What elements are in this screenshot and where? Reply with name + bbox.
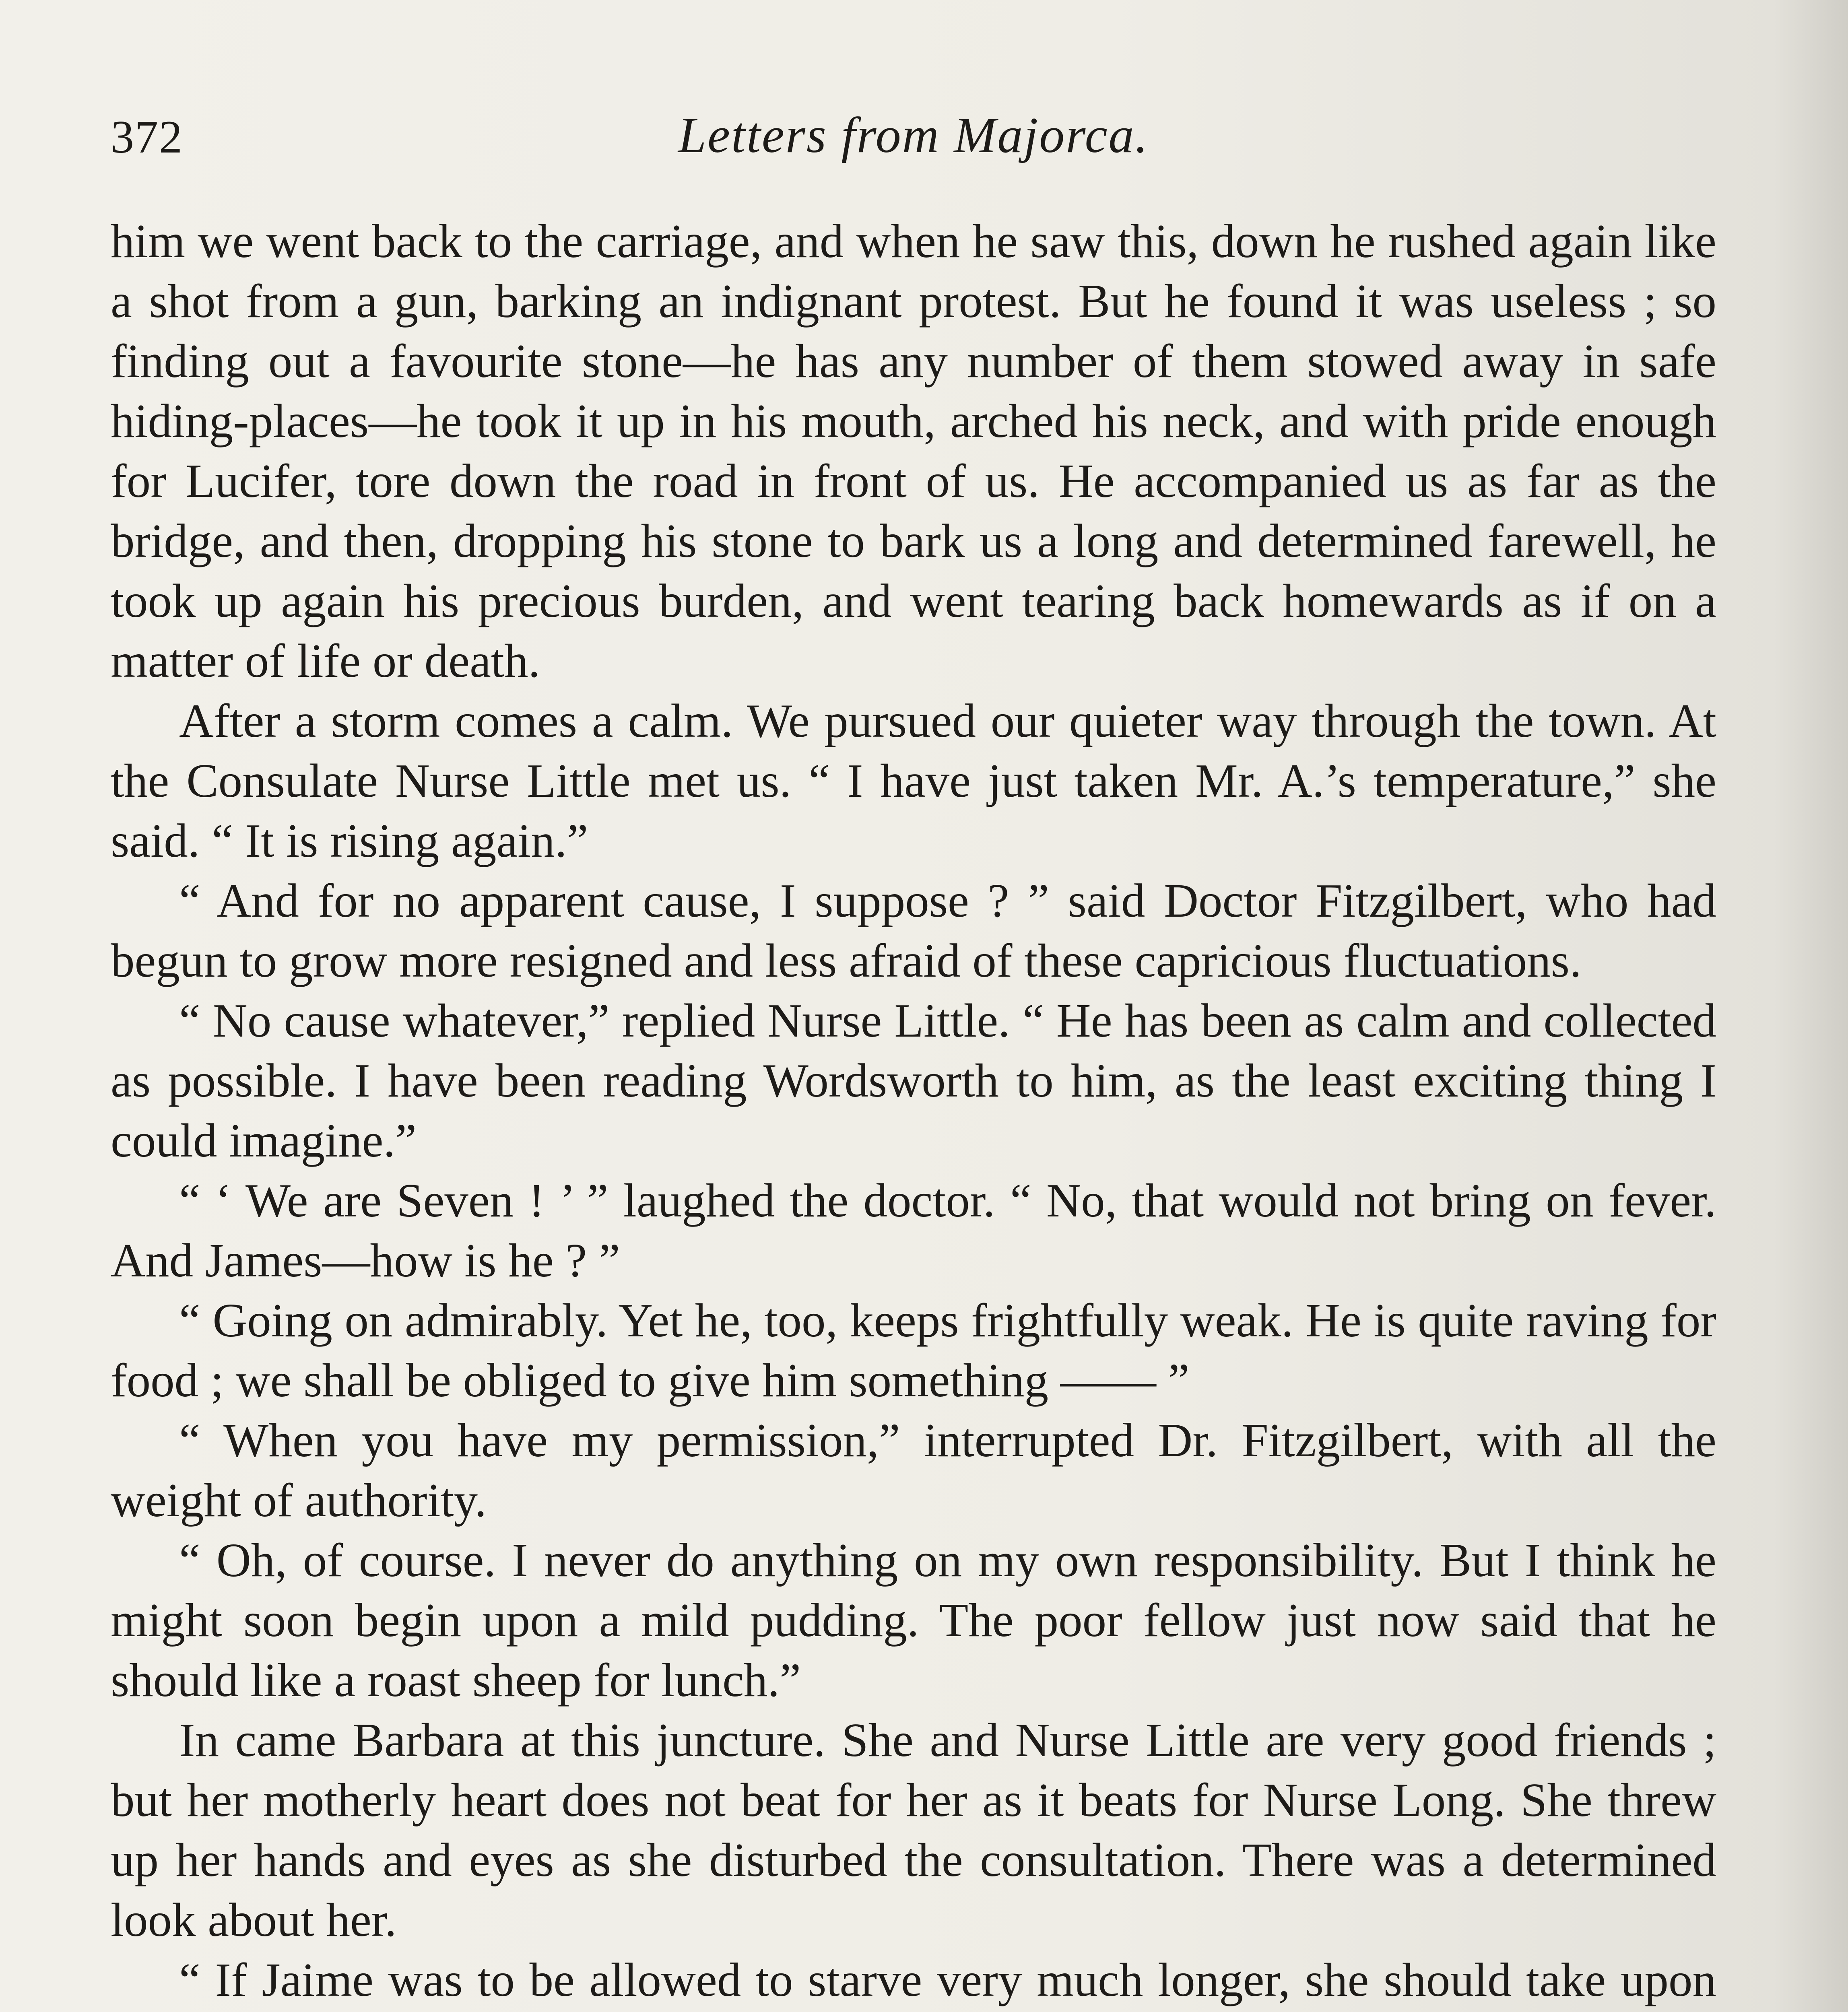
paragraph: “ When you have my permission,” interrupted Dr. Fitzgilbert, with all the weight of authority. xyxy=(111,1414,1716,1527)
paragraph: “ ‘ We are Seven ! ’ ” laughed the doctor. “ No, that would not bring on fever. And James—how is he ? ” xyxy=(111,1174,1716,1287)
paragraph: “ And for no apparent cause, I suppose ? ” said Doctor Fitzgilbert, who had begun to grow more resigned and less afraid of these capricious fluctuations. xyxy=(111,874,1716,987)
paragraph: “ If Jaime was to be allowed to starve very much longer, she should take upon xyxy=(179,1953,1716,2006)
paragraph: “ No cause whatever,” replied Nurse Little. “ He has been as calm and collected as possible. I have been reading Wordsworth to him, as the least exciting thing I could imagine.” xyxy=(111,994,1716,1167)
page-header xyxy=(111,95,1716,175)
paragraph: In came Barbara at this juncture. She and Nurse Little are very good friends ; but her motherly heart does not beat for her as it beats for Nurse Long. She threw up her hands and eyes as she disturbed the consultation. There was a determined look about her. xyxy=(111,1713,1716,1946)
paragraph: “ Going on admirably. Yet he, too, keeps frightfully weak. He is quite raving for food ; we shall be obliged to give him something —— ” xyxy=(111,1294,1716,1407)
page-number: 372 xyxy=(111,111,183,163)
paragraph: “ Oh, of course. I never do anything on my own responsibility. But I think he might soon begin upon a mild pudding. The poor fellow just now said that he should like a roast sheep for lunch.” xyxy=(111,1534,1716,1707)
body-text xyxy=(111,211,1716,2012)
running-title: Letters from Majorca. xyxy=(678,107,1149,163)
paragraph: After a storm comes a calm. We pursued our quieter way through the town. At the Consulate Nurse Little met us. “ I have just taken Mr. A.’s temperature,” she said. “ It is rising again.” xyxy=(111,694,1716,867)
paragraph: him we went back to the carriage, and when he saw this, down he rushed again like a shot from a gun, barking an indignant protest. But he found it was useless ; so finding out a favourite stone—he has any number of them stowed away in safe hiding-places—he took it up in his mouth, arched his neck, and with pride enough for Lucifer, tore down the road in front of us. He accompanied us as far as the bridge, and then, dropping his stone to bark us a long and determined farewell, he took up again his precious burden, and went tearing back homewards as if on a matter of life or death. xyxy=(111,214,1716,687)
